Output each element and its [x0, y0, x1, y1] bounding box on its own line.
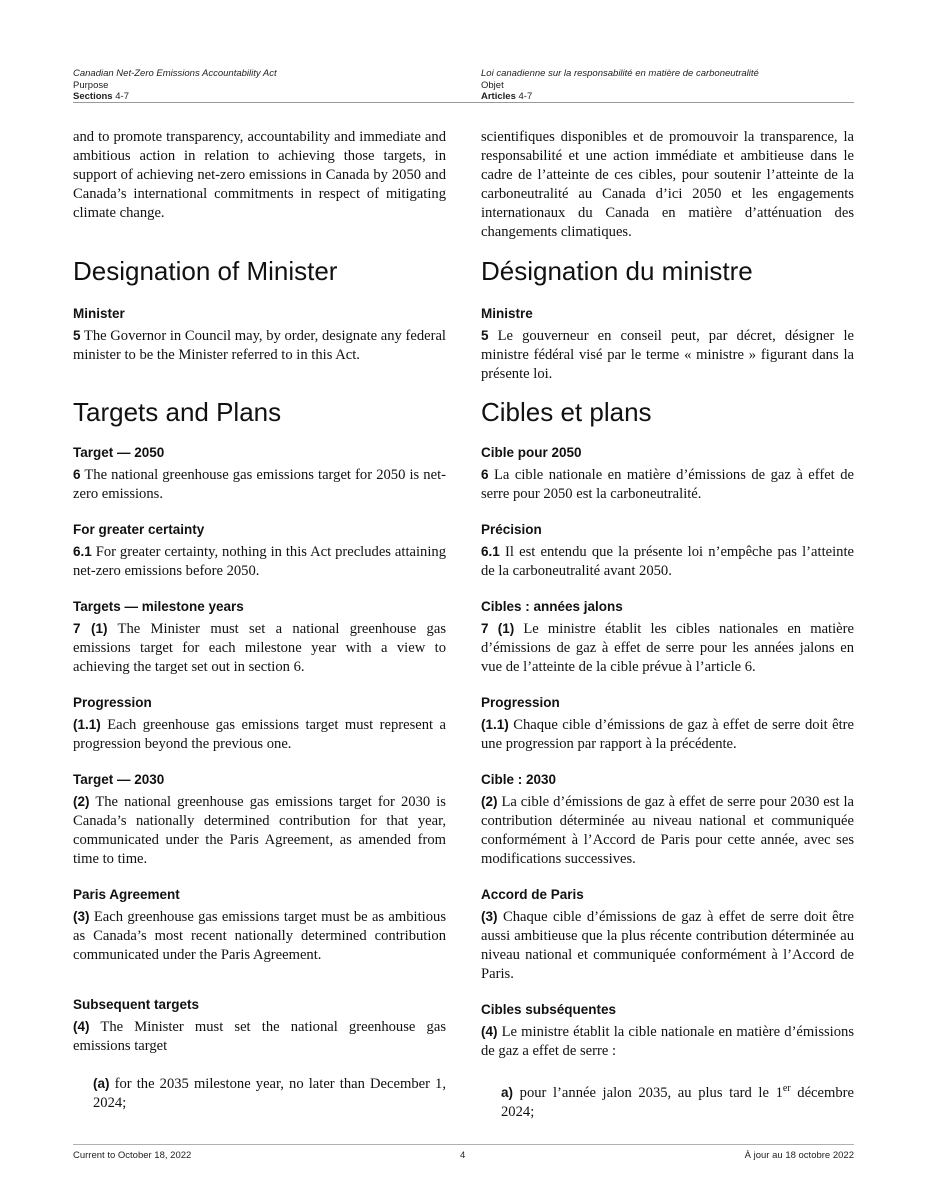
running-header [73, 68, 854, 102]
en-marginal-note-target-2050: Target — 2050 [73, 445, 165, 460]
en-s7-number: 7 (1) [73, 621, 108, 636]
en-marginal-note-progression: Progression [73, 695, 152, 710]
fr-s74a-superscript: er [782, 1083, 791, 1094]
fr-section-6-1 [481, 542, 854, 581]
fr-s711-text: Chaque cible d’émissions de gaz à effet de serre doit être une progression par rapport à la précédente. [481, 717, 854, 752]
en-heading-targets: Targets and Plans [73, 397, 282, 427]
fr-s74a-text-pre: pour l’année jalon 2035, au plus tard le 1 [519, 1084, 783, 1101]
fr-s61-text: Il est entendu que la présente loi n’empêche pas l’atteinte de la carboneutralité avant 2050. [481, 544, 854, 579]
fr-s73-number: (3) [481, 909, 498, 924]
en-s6-text: The national greenhouse gas emissions target for 2050 is net-zero emissions. [73, 467, 446, 502]
footer-current-to: Current to October 18, 2022 [73, 1150, 192, 1161]
fr-section-7-4 [481, 1022, 854, 1061]
fr-section-5 [481, 326, 854, 384]
header-fr [481, 68, 861, 103]
fr-marginal-note-milestone: Cibles : années jalons [481, 599, 623, 614]
fr-s711-number: (1.1) [481, 717, 509, 732]
fr-section-7-1 [481, 619, 854, 677]
header-fr-subject: Objet [481, 79, 504, 91]
en-section-7-1-1 [73, 715, 446, 754]
en-s711-number: (1.1) [73, 717, 101, 732]
fr-heading-targets: Cibles et plans [481, 397, 652, 427]
fr-marginal-note-subsequent: Cibles subséquentes [481, 1002, 617, 1017]
fr-s6-number: 6 [481, 467, 489, 482]
en-section-6 [73, 465, 446, 504]
en-s61-text: For greater certainty, nothing in this Act precludes attaining net-zero emissions before 2050. [73, 544, 446, 579]
en-marginal-note-subsequent: Subsequent targets [73, 997, 200, 1012]
en-s5-text: The Governor in Council may, by order, designate any federal minister to be the Minister referred to in this Act. [73, 328, 446, 363]
fr-marginal-note-minister: Ministre [481, 306, 533, 321]
fr-s7-number: 7 (1) [481, 621, 515, 636]
header-en-subject: Purpose [73, 79, 109, 91]
en-marginal-note-milestone: Targets — milestone years [73, 599, 244, 614]
fr-s7-text: Le ministre établit les cibles nationales en matière d’émissions de gaz à effet de serre pour les années jalons en vue de l’atteinte de la cible prévue à l’article 6. [481, 621, 854, 675]
fr-s74-number: (4) [481, 1024, 498, 1039]
en-heading-designation: Designation of Minister [73, 256, 338, 286]
en-s74a-text: for the 2035 milestone year, no later than December 1, 2024; [93, 1076, 446, 1111]
fr-s5-number: 5 [481, 328, 489, 343]
fr-s72-number: (2) [481, 794, 498, 809]
footer-a-jour: À jour au 18 octobre 2022 [744, 1150, 854, 1161]
english-column [73, 128, 446, 1113]
en-s5-number: 5 [73, 328, 81, 343]
fr-paragraph-7-4-a [481, 1079, 854, 1122]
en-section-5 [73, 326, 446, 365]
en-section-7-4 [73, 1017, 446, 1056]
fr-s74-text: Le ministre établit la cible nationale en matière d’émissions de gaz a effet de serre : [481, 1024, 854, 1059]
fr-marginal-note-certainty: Précision [481, 522, 542, 537]
fr-marginal-note-target-2030: Cible : 2030 [481, 772, 557, 787]
en-s73-text: Each greenhouse gas emissions target must be as ambitious as Canada’s most recent nationally determined contribution communicated under the Paris Agreement. [73, 909, 446, 963]
header-en [73, 68, 453, 103]
en-s711-text: Each greenhouse gas emissions target must represent a progression beyond the previous one. [73, 717, 446, 752]
fr-section-6 [481, 465, 854, 504]
en-section-7-1 [73, 619, 446, 677]
fr-section-7-1-1 [481, 715, 854, 754]
fr-s5-text: Le gouverneur en conseil peut, par décret, désigner le ministre fédéral visé par le terme « ministre » figurant dans la présente loi. [481, 328, 854, 382]
fr-intro-paragraph: scientifiques disponibles et de promouvoir la transparence, la responsabilité et une action immédiate et ambitieuse dans le cadre de l’atteinte de ces cibles, pour soutenir l’atteinte de la carboneutralité au Canada d’ici 2050 et les engagements internationaux du Canada en matière d’atténuation des changements climatiques. [481, 129, 854, 240]
en-s6-number: 6 [73, 467, 81, 482]
fr-s6-text: La cible nationale en matière d’émissions de gaz à effet de serre pour 2050 est la carboneutralité. [481, 467, 854, 502]
header-fr-title: Loi canadienne sur la responsabilité en matière de carboneutralité [481, 68, 759, 79]
en-section-6-1 [73, 542, 446, 581]
header-en-sections-label: Sections [73, 91, 113, 102]
fr-section-7-3 [481, 907, 854, 984]
footer-rule [73, 1144, 854, 1145]
en-s7-text: The Minister must set a national greenhouse gas emissions target for each milestone year with a view to achieving the target set out in section 6. [73, 621, 447, 675]
header-rule [73, 102, 854, 103]
en-s74a-number: (a) [93, 1076, 110, 1091]
footer-page-number: 4 [460, 1150, 466, 1161]
fr-s73-text: Chaque cible d’émissions de gaz à effet de serre doit être aussi ambitieuse que la plus récente contribution déterminée au niveau national et communiquée conformément à l’Accord de Paris. [481, 909, 854, 982]
en-s72-text: The national greenhouse gas emissions target for 2030 is Canada’s nationally determined contribution for that year, communicated under the Paris Agreement, as amended from time to time. [73, 794, 446, 867]
header-en-title: Canadian Net-Zero Emissions Accountability Act [73, 68, 277, 79]
fr-s72-text: La cible d’émissions de gaz à effet de serre pour 2030 est la contribution déterminée au niveau national et communiquée conformément à l’Accord de Paris pour cette année, avec ses modifications successives. [481, 794, 854, 867]
header-fr-sections [481, 91, 861, 103]
header-en-sections [73, 91, 453, 103]
fr-marginal-note-progression: Progression [481, 695, 560, 710]
fr-section-7-2 [481, 792, 854, 869]
en-marginal-note-paris: Paris Agreement [73, 887, 180, 902]
en-section-7-2 [73, 792, 446, 869]
header-fr-sections-label: Articles [481, 91, 516, 102]
fr-s74a-number: a) [501, 1084, 514, 1100]
fr-s61-number: 6.1 [481, 544, 500, 559]
en-s61-number: 6.1 [73, 544, 92, 559]
en-marginal-note-minister: Minister [73, 306, 125, 321]
en-marginal-note-certainty: For greater certainty [73, 522, 205, 537]
en-section-7-3 [73, 907, 446, 965]
fr-marginal-note-paris: Accord de Paris [481, 887, 584, 902]
fr-marginal-note-target-2050: Cible pour 2050 [481, 445, 582, 460]
en-marginal-note-target-2030: Target — 2030 [73, 772, 165, 787]
en-s72-number: (2) [73, 794, 90, 809]
en-s73-number: (3) [73, 909, 90, 924]
en-intro-paragraph: and to promote transparency, accountability and immediate and ambitious action in relation to achieving those targets, in support of achieving net-zero emissions in Canada by 2050 and Canada’s international commitments in respect of mitigating climate change. [73, 129, 446, 221]
en-s74-text: The Minister must set the national greenhouse gas emissions target [73, 1019, 446, 1054]
fr-heading-designation: Désignation du ministre [481, 256, 753, 286]
en-s74-number: (4) [73, 1019, 90, 1034]
en-paragraph-7-4-a [73, 1074, 446, 1113]
fr-s74a-text-post: décembre 2024; [501, 1084, 855, 1120]
header-en-sections-range: 4-7 [115, 91, 129, 102]
french-column [481, 128, 854, 1122]
header-fr-sections-range: 4-7 [518, 91, 533, 102]
